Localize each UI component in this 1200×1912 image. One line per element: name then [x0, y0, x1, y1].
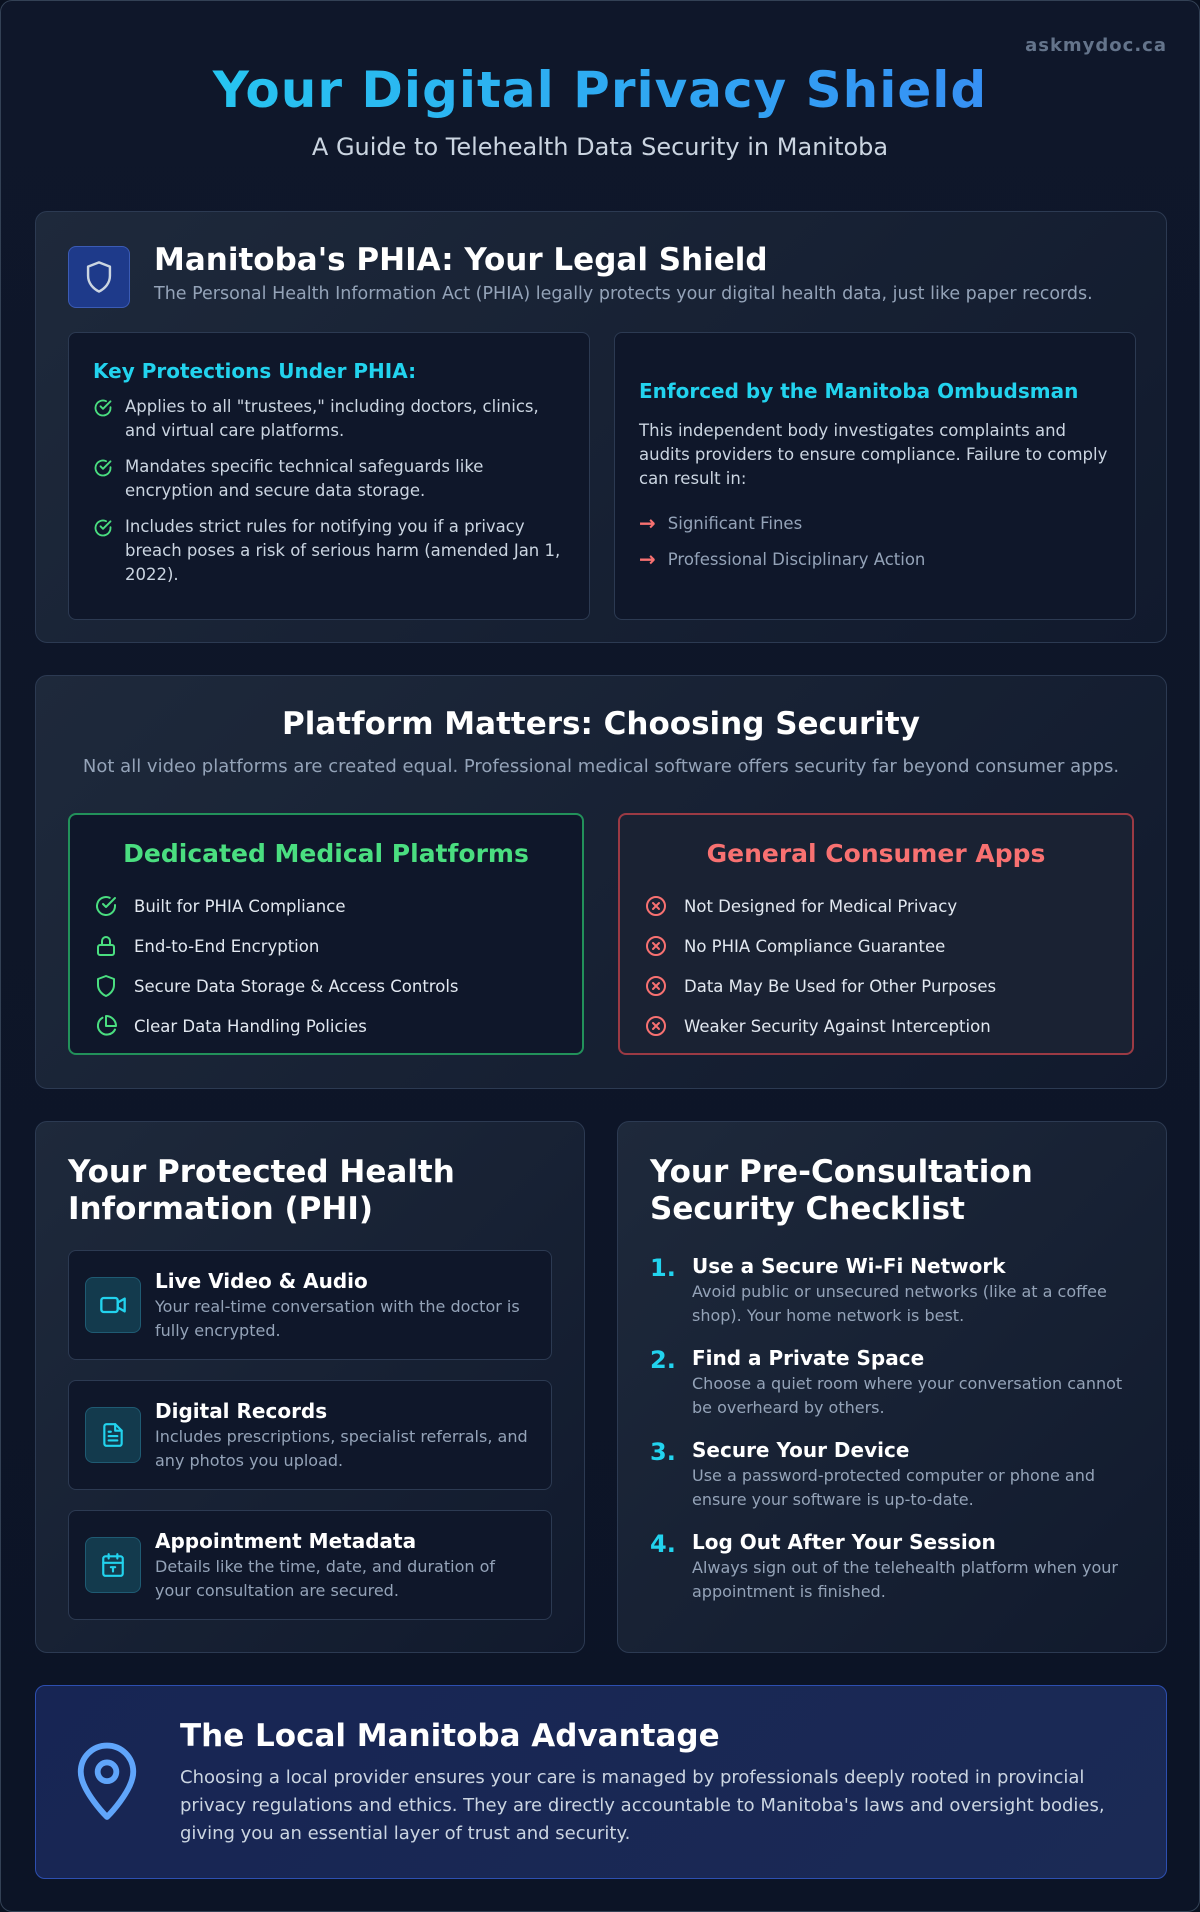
list-item	[94, 886, 582, 926]
checklist-title-line: Security Checklist	[650, 1191, 965, 1227]
consequence-text: Professional Disciplinary Action	[667, 549, 926, 569]
step-title: Secure Your Device	[692, 1438, 910, 1462]
feature-label: End-to-End Encryption	[134, 936, 320, 956]
consumer-apps-heading: General Consumer Apps	[706, 839, 1046, 868]
phi-item-name: Digital Records	[155, 1399, 328, 1423]
map-pin-icon	[72, 1740, 142, 1828]
consumer-apps-card	[618, 813, 1134, 1055]
key-protections-card	[68, 332, 590, 620]
protection-text: Mandates specific technical safeguards like encryption and secure data storage.	[125, 457, 484, 500]
risk-label: Weaker Security Against Interception	[684, 1016, 991, 1036]
page-subtitle: A Guide to Telehealth Data Security in Manitoba	[311, 133, 889, 161]
feature-label: Clear Data Handling Policies	[134, 1016, 367, 1036]
risk-label: Not Designed for Medical Privacy	[684, 896, 958, 916]
phi-item-records	[68, 1380, 552, 1490]
step-number: 1.	[650, 1254, 676, 1282]
pie-chart-icon	[94, 1014, 118, 1038]
feature-label: Built for PHIA Compliance	[134, 896, 346, 916]
protection-text: Includes strict rules for notifying you if a privacy breach poses a risk of serious harm (amended Jan 1, 2022).	[125, 517, 561, 584]
check-circle-icon	[93, 458, 113, 503]
phi-section	[35, 1121, 585, 1653]
phi-title-line: Information (PHI)	[68, 1191, 374, 1227]
phi-item-metadata	[68, 1510, 552, 1620]
shield-icon	[94, 974, 118, 998]
step-title: Use a Secure Wi-Fi Network	[692, 1254, 1006, 1278]
protection-text: Applies to all "trustees," including doctors, clinics, and virtual care platforms.	[125, 397, 539, 440]
platform-title: Platform Matters: Choosing Security	[282, 706, 920, 742]
step-number: 2.	[650, 1346, 676, 1374]
phi-item-desc: Your real-time conversation with the doctor is fully encrypted.	[155, 1297, 520, 1340]
feature-label: Secure Data Storage & Access Controls	[134, 976, 459, 996]
check-circle-icon	[93, 518, 113, 587]
site-domain: askmydoc.ca	[1025, 35, 1167, 56]
list-item	[639, 541, 1111, 577]
page-title: Your Digital Privacy Shield	[1, 61, 1199, 119]
x-circle-icon	[644, 974, 668, 998]
list-item	[93, 515, 565, 587]
document-icon	[85, 1407, 141, 1463]
key-protections-heading: Key Protections Under PHIA:	[93, 359, 417, 383]
step-desc: Always sign out of the telehealth platform when your appointment is finished.	[692, 1558, 1118, 1601]
shield-icon	[68, 246, 130, 308]
consequence-text: Significant Fines	[667, 513, 803, 533]
checklist-title	[650, 1154, 1033, 1228]
step-desc: Choose a quiet room where your conversation cannot be overheard by others.	[692, 1374, 1123, 1417]
risk-label: Data May Be Used for Other Purposes	[684, 976, 997, 996]
arrow-right-icon: →	[639, 511, 656, 535]
check-circle-icon	[93, 398, 113, 443]
phi-item-desc: Details like the time, date, and duration of your consultation are secured.	[155, 1557, 496, 1600]
x-circle-icon	[644, 934, 668, 958]
list-item	[644, 966, 1132, 1006]
step-desc: Avoid public or unsecured networks (like at a coffee shop). Your home network is best.	[692, 1282, 1107, 1325]
lock-icon	[94, 934, 118, 958]
list-item	[94, 966, 582, 1006]
list-item	[644, 886, 1132, 926]
list-item	[644, 926, 1132, 966]
list-item	[94, 1006, 582, 1046]
list-item	[93, 395, 565, 443]
ombudsman-heading: Enforced by the Manitoba Ombudsman	[639, 379, 1079, 403]
x-circle-icon	[644, 894, 668, 918]
local-title: The Local Manitoba Advantage	[180, 1718, 720, 1754]
phi-title-line: Your Protected Health	[68, 1154, 455, 1190]
checklist-title-line: Your Pre-Consultation	[650, 1154, 1033, 1190]
list-item	[639, 505, 1111, 541]
arrow-right-icon: →	[639, 547, 656, 571]
ombudsman-text: This independent body investigates complaints and audits providers to ensure compliance. Failure to comply can result in:	[639, 421, 1108, 488]
phi-item-name: Appointment Metadata	[155, 1529, 417, 1553]
list-item	[94, 926, 582, 966]
phia-section	[35, 211, 1167, 643]
list-item	[93, 455, 565, 503]
platform-section	[35, 675, 1167, 1089]
calendar-icon	[85, 1537, 141, 1593]
step-title: Log Out After Your Session	[692, 1530, 996, 1554]
medical-platforms-card	[68, 813, 584, 1055]
checklist-section	[617, 1121, 1167, 1653]
medical-platforms-heading: Dedicated Medical Platforms	[123, 839, 529, 868]
local-text: Choosing a local provider ensures your care is managed by professionals deeply rooted in provincial privacy regulations and ethics. They are directly accountable to Manitoba's laws and oversight bodies, giving you an essential layer of trust and security.	[180, 1767, 1105, 1844]
phia-subtitle: The Personal Health Information Act (PHIA) legally protects your digital health data, just like paper records.	[154, 284, 1093, 304]
step-title: Find a Private Space	[692, 1346, 925, 1370]
phi-item-desc: Includes prescriptions, specialist referrals, and any photos you upload.	[155, 1427, 528, 1470]
x-circle-icon	[644, 1014, 668, 1038]
step-desc: Use a password-protected computer or phone and ensure your software is up-to-date.	[692, 1466, 1096, 1509]
video-icon	[85, 1277, 141, 1333]
platform-subtitle: Not all video platforms are created equal. Professional medical software offers security far beyond consumer apps.	[82, 756, 1120, 777]
ombudsman-card	[614, 332, 1136, 620]
step-number: 3.	[650, 1438, 676, 1466]
local-advantage-section	[35, 1685, 1167, 1879]
step-number: 4.	[650, 1530, 676, 1558]
check-circle-icon	[94, 894, 118, 918]
risk-label: No PHIA Compliance Guarantee	[684, 936, 946, 956]
list-item	[644, 1006, 1132, 1046]
phi-item-name: Live Video & Audio	[155, 1269, 368, 1293]
hero	[1, 1, 1199, 211]
phi-item-video	[68, 1250, 552, 1360]
phia-title: Manitoba's PHIA: Your Legal Shield	[154, 242, 768, 278]
phi-title	[68, 1154, 455, 1228]
